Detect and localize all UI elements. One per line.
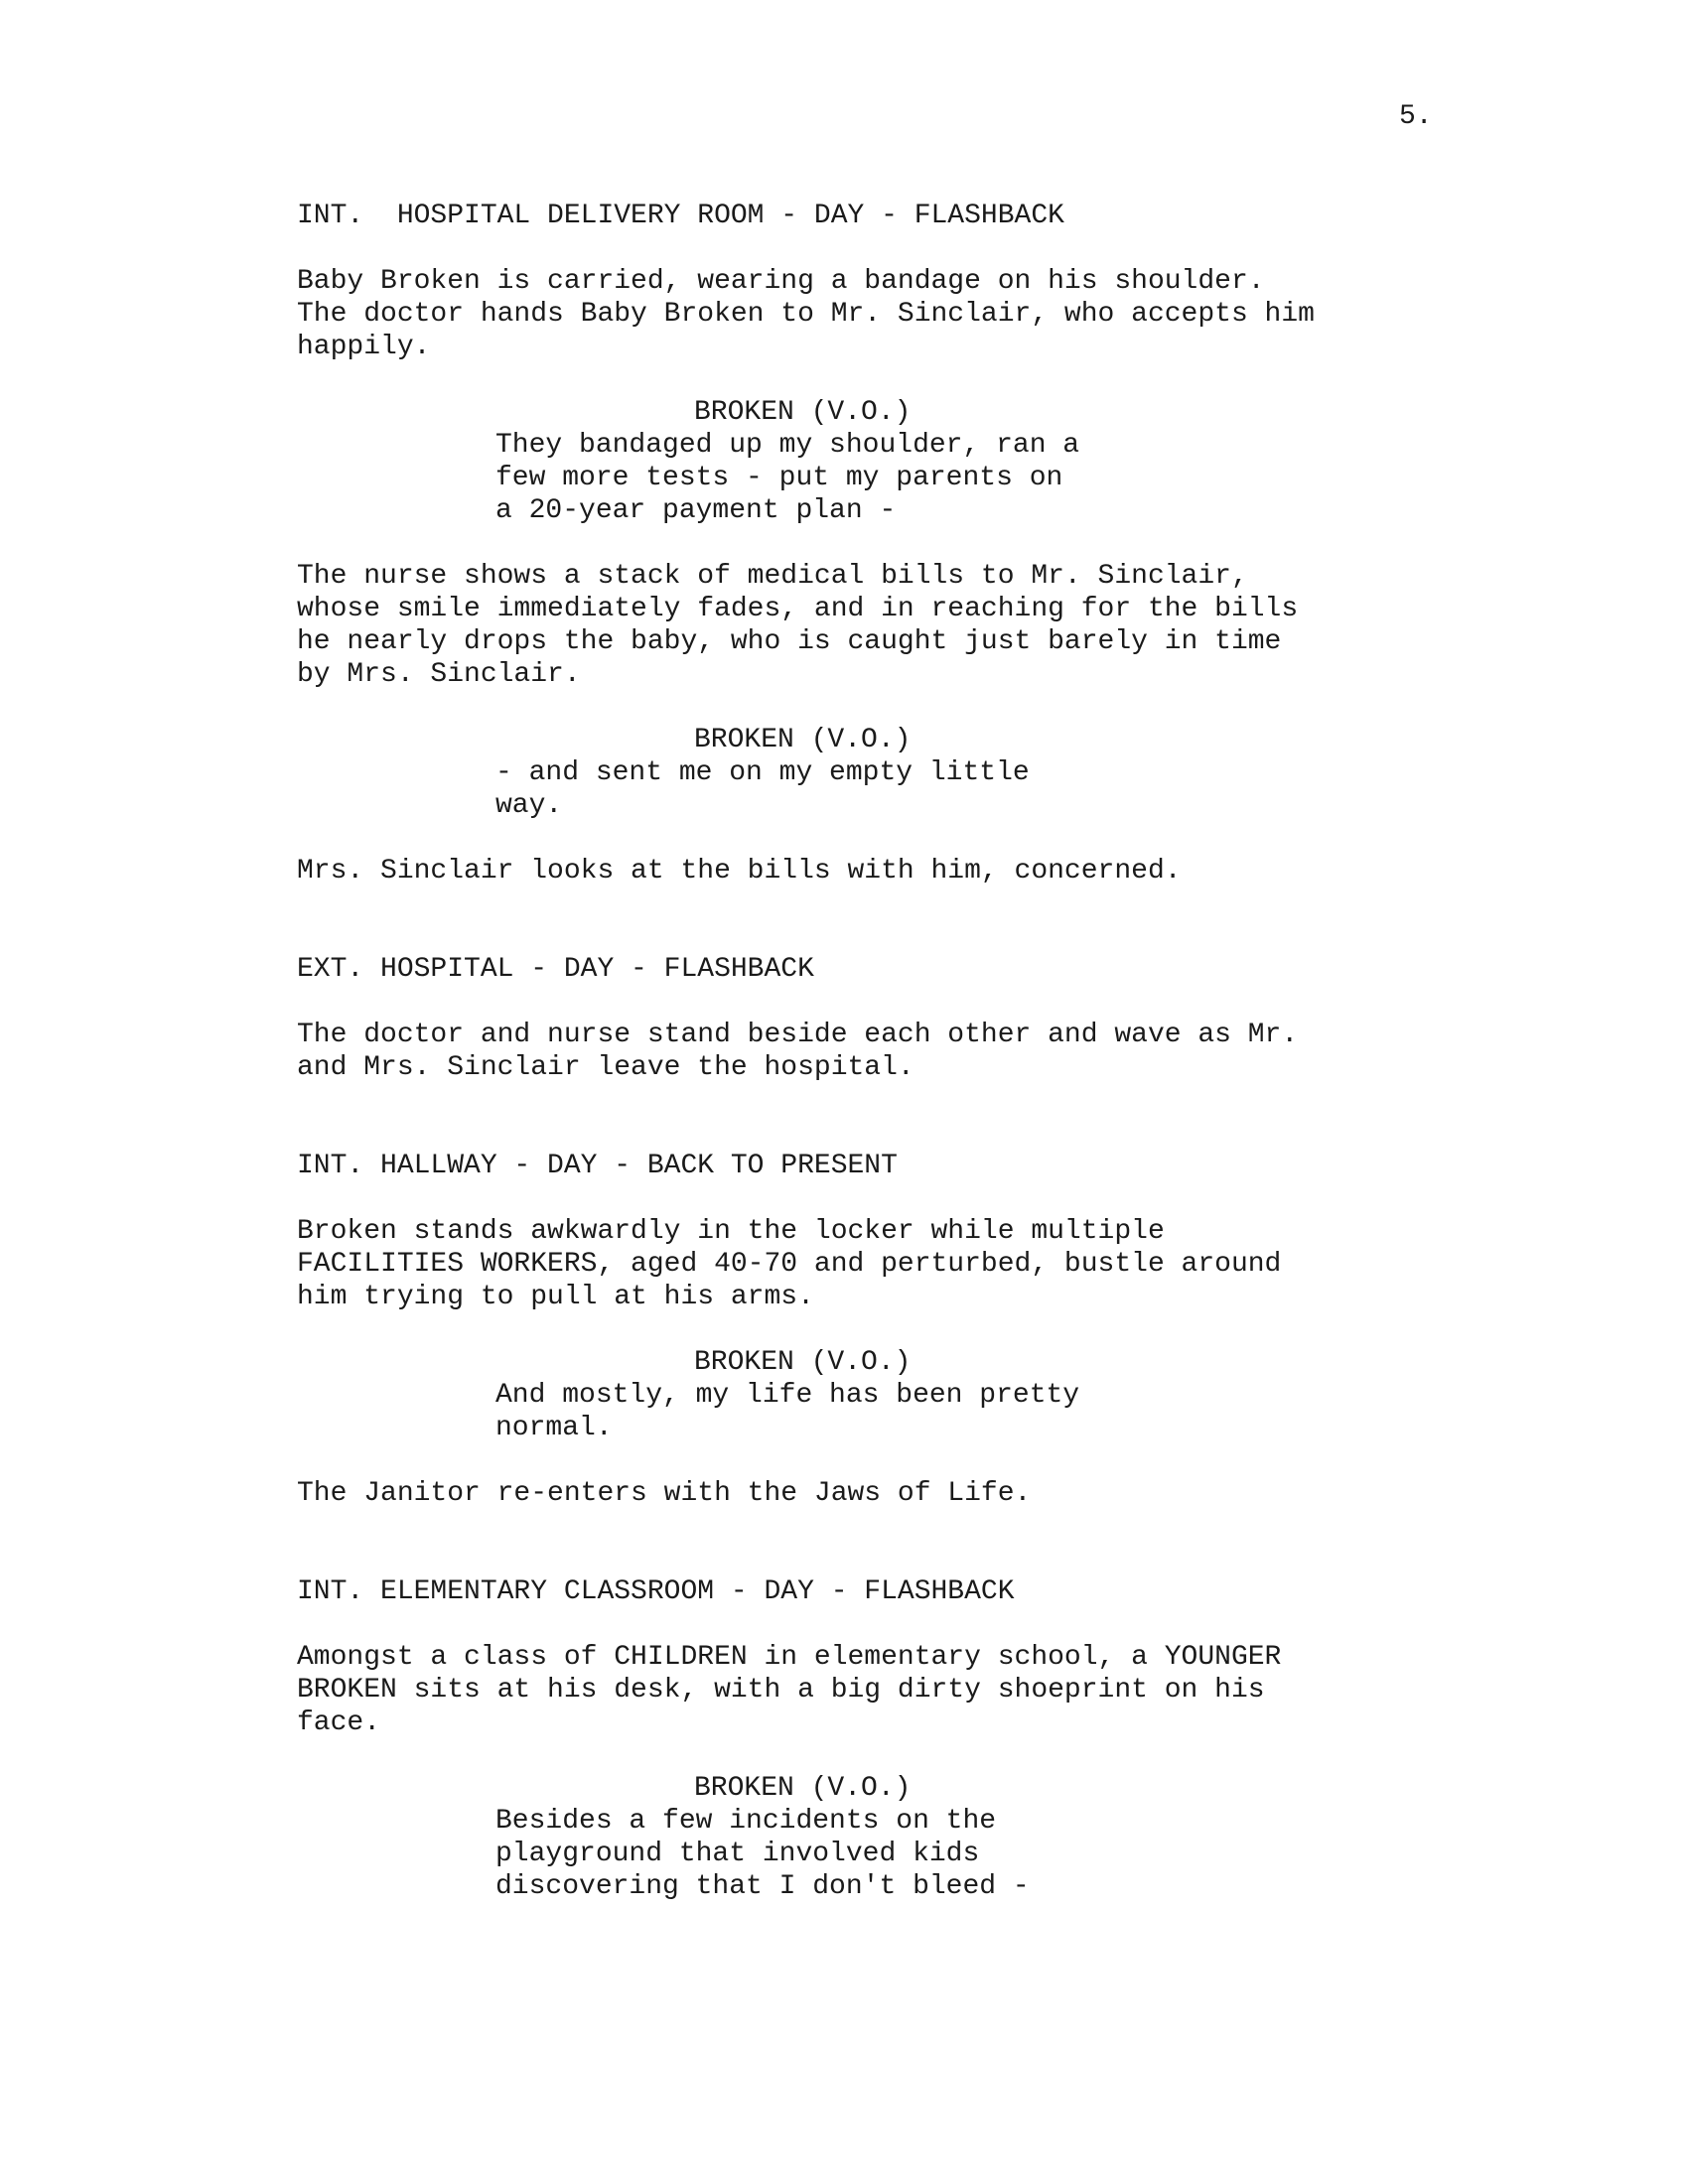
dialogue-1: They bandaged up my shoulder, ran a few more tests - put my parents on a 20-year payment plan -	[495, 430, 1080, 526]
scene-heading-3: INT. HALLWAY - DAY - BACK TO PRESENT	[297, 1151, 898, 1181]
character-cue-4: BROKEN (V.O.)	[694, 1773, 912, 1804]
page-number: 5.	[1399, 101, 1433, 132]
action-1: Baby Broken is carried, wearing a bandage on his shoulder. The doctor hands Baby Broken to Mr. Sinclair, who accepts him happily.	[297, 266, 1315, 362]
character-cue-2: BROKEN (V.O.)	[694, 725, 912, 755]
character-cue-1: BROKEN (V.O.)	[694, 397, 912, 428]
scene-heading-4: INT. ELEMENTARY CLASSROOM - DAY - FLASHBACK	[297, 1576, 1015, 1607]
script-body	[297, 200, 1488, 1903]
scene-heading-2: EXT. HOSPITAL - DAY - FLASHBACK	[297, 954, 814, 985]
character-cue-3: BROKEN (V.O.)	[694, 1347, 912, 1378]
action-7: Amongst a class of CHILDREN in elementary school, a YOUNGER BROKEN sits at his desk, with a big dirty shoeprint on his face.	[297, 1642, 1282, 1738]
action-5: Broken stands awkwardly in the locker while multiple FACILITIES WORKERS, aged 40-70 and perturbed, bustle around him trying to pull at his arms.	[297, 1216, 1282, 1312]
action-3: Mrs. Sinclair looks at the bills with him, concerned.	[297, 856, 1182, 887]
scene-heading-1: INT. HOSPITAL DELIVERY ROOM - DAY - FLASHBACK	[297, 201, 1064, 231]
action-2: The nurse shows a stack of medical bills to Mr. Sinclair, whose smile immediately fades, and in reaching for the bills he nearly drops the baby, who is caught just barely in time by Mrs. Sinclair.	[297, 561, 1299, 690]
action-4: The doctor and nurse stand beside each other and wave as Mr. and Mrs. Sinclair leave the hospital.	[297, 1020, 1299, 1083]
dialogue-2: - and sent me on my empty little way.	[495, 757, 1030, 821]
dialogue-3: And mostly, my life has been pretty normal.	[495, 1380, 1080, 1443]
dialogue-4: Besides a few incidents on the playground that involved kids discovering that I don't bleed -	[495, 1806, 1030, 1902]
action-6: The Janitor re-enters with the Jaws of Life.	[297, 1478, 1032, 1509]
